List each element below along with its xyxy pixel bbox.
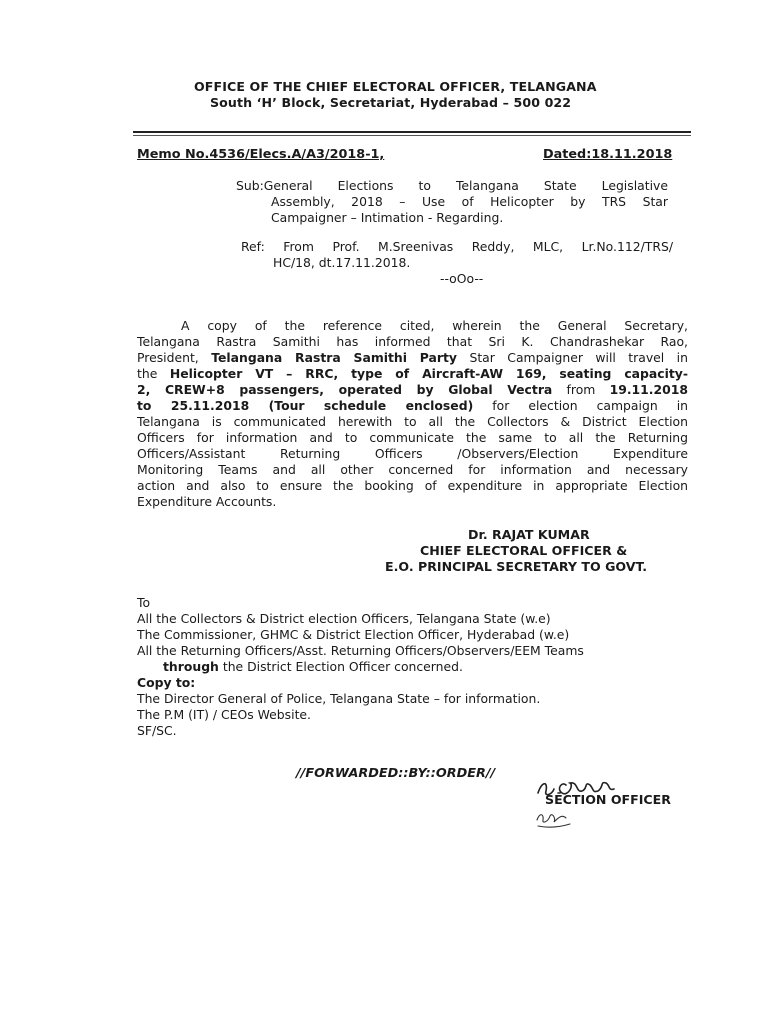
copy-recipient: The P.M (IT) / CEOs Website. [137,707,311,722]
recipient: The Commissioner, GHMC & District Election Officer, Hyderabad (w.e) [137,627,570,642]
copy-recipient: SF/SC. [137,723,177,738]
body-line: to 25.11.2018 (Tour schedule enclosed) for election campaign in [137,398,688,413]
reference-block [241,239,673,271]
office-heading: OFFICE OF THE CHIEF ELECTORAL OFFICER, TELANGANA [194,79,597,94]
recipient: through the District Election Officer concerned. [163,659,463,674]
copy-recipient: The Director General of Police, Telangana State – for information. [137,691,541,706]
section-officer-label: SECTION OFFICER [545,792,671,807]
body-line: President, Telangana Rastra Samithi Party Star Campaigner will travel in [137,350,688,365]
distribution-list [137,595,584,739]
memo-date: Dated:18.11.2018 [543,147,673,162]
signatory-title: E.O. PRINCIPAL SECRETARY TO GOVT. [385,559,647,574]
body-line: 2, CREW+8 passengers, operated by Global Vectra from 19.11.2018 [137,382,688,397]
office-address: South ‘H’ Block, Secretariat, Hyderabad – 500 022 [210,95,572,110]
header-rule-thin [133,135,691,136]
forwarded-by-order: //FORWARDED::BY::ORDER// [296,766,496,781]
recipient: All the Collectors & District election Officers, Telangana State (w.e) [137,611,551,626]
body-line: action and also to ensure the booking of expenditure in appropriate Election [137,478,688,493]
body-line: Expenditure Accounts. [137,494,277,509]
subject-line: Sub:General Elections to Telangana State Legislative [236,178,668,193]
body-line: the Helicopter VT – RRC, type of Aircraft-AW 169, seating capacity- [137,366,688,381]
body-line: Officers for information and to communicate the same to all the Returning [137,430,688,445]
body-line: Officers/Assistant Returning Officers /Observers/Election Expenditure [137,446,688,461]
separator: --oOo-- [440,271,484,286]
body-line: A copy of the reference cited, wherein the General Secretary, [181,318,688,333]
subject-line: Assembly, 2018 – Use of Helicopter by TRS Star [271,194,668,209]
reference-line: Ref: From Prof. M.Sreenivas Reddy, MLC, Lr.No.112/TRS/ [241,239,673,254]
body-line: Telangana Rastra Samithi has informed that Sri K. Chandrashekar Rao, [137,334,688,349]
initials-stamp [534,806,574,830]
signatory-title: CHIEF ELECTORAL OFFICER & [420,543,628,558]
body-paragraph [137,318,688,510]
body-line: Telangana is communicated herewith to all the Collectors & District Election [137,414,688,429]
copy-label: Copy to: [137,675,196,690]
memo-number: Memo No.4536/Elecs.A/A3/2018-1, [137,147,385,162]
reference-line: HC/18, dt.17.11.2018. [273,255,411,270]
recipient: All the Returning Officers/Asst. Returning Officers/Observers/EEM Teams [137,643,584,658]
header-rule-thick [133,131,691,133]
to-label: To [137,595,151,610]
subject-block [236,178,668,226]
subject-line: Campaigner – Intimation - Regarding. [271,210,504,225]
body-line: Monitoring Teams and all other concerned for information and necessary [137,462,688,477]
signatory-name: Dr. RAJAT KUMAR [468,527,590,542]
